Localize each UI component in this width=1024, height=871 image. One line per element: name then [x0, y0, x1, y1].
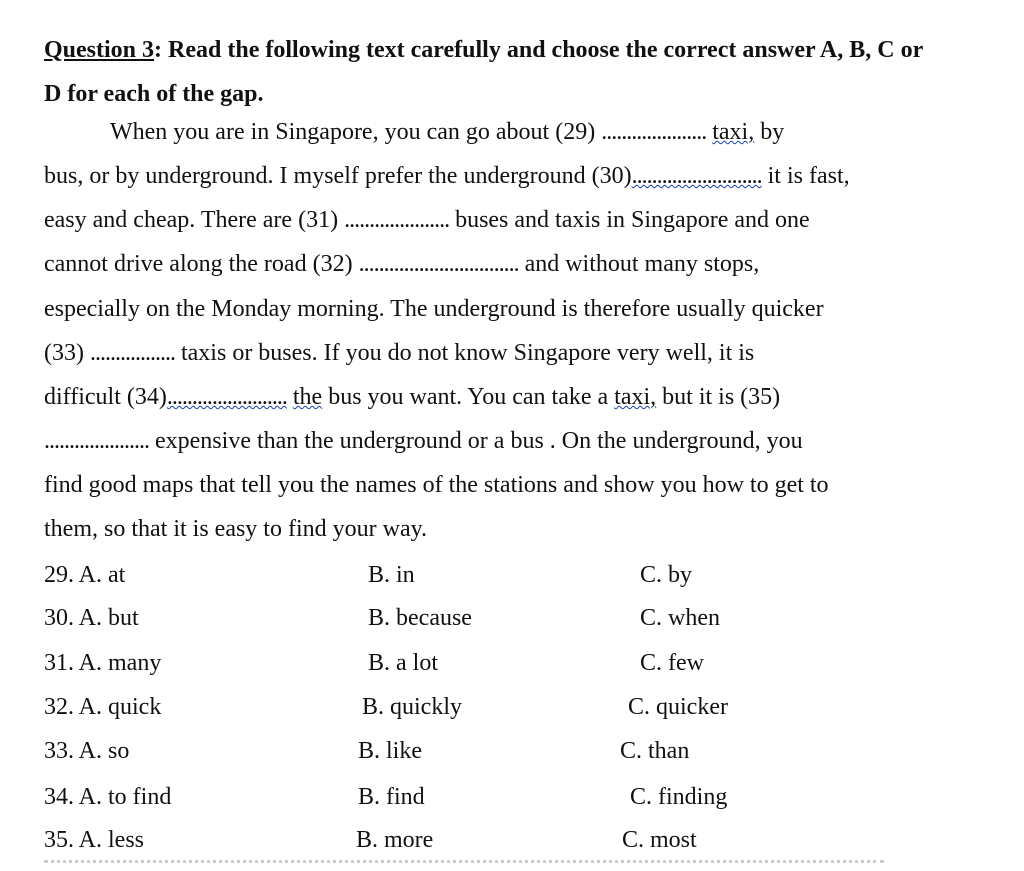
gap-31: .....................: [344, 207, 450, 233]
passage-line-10: [44, 513, 427, 545]
gap-32: ................................: [358, 251, 519, 277]
passage-line-3: [44, 204, 810, 236]
option-32-a: 32. A. quick: [44, 694, 162, 720]
spellcheck-word: taxi,: [712, 119, 755, 145]
passage-text: buses and taxis in Singapore and one: [449, 207, 810, 233]
gap-35: .....................: [44, 428, 149, 454]
passage-text: taxis or buses. If you do not know Singapore very well, it is: [174, 340, 755, 366]
passage-text: it is fast,: [761, 163, 850, 189]
passage-line-8: [44, 425, 803, 457]
option-33-c: C. than: [620, 738, 690, 764]
passage-text: but it is (35): [656, 384, 781, 410]
passage-text: find good maps that tell you the names of the stations and show you how to get to: [44, 472, 829, 498]
option-31-c: C. few: [640, 650, 704, 676]
passage-text: them, so that it is easy to find your way.: [44, 516, 428, 542]
option-35-c: C. most: [622, 827, 697, 853]
passage-line-4: [44, 248, 759, 280]
passage-text: expensive than the underground or a bus . On the underground, you: [149, 428, 803, 454]
question-instructions: Read the following text carefully and choose the correct answer A, B, C or D for each of the gap.: [44, 37, 923, 107]
passage-text: bus you want. You can take a: [322, 384, 615, 410]
cut-off-line: [44, 860, 884, 871]
option-29-a: 29. A. at: [44, 562, 126, 588]
passage-line-2: [44, 160, 850, 192]
option-31-b: B. a lot: [368, 650, 438, 676]
option-32-b: B. quickly: [362, 694, 462, 720]
passage-text: by: [754, 119, 785, 145]
passage-line-1: [110, 116, 784, 148]
heading-colon: :: [154, 37, 163, 63]
option-33-a: 33. A. so: [44, 738, 130, 764]
gap-29: .....................: [601, 119, 707, 145]
option-35-a: 35. A. less: [44, 827, 145, 853]
spellcheck-word: the: [292, 384, 323, 410]
passage-text: When you are in Singapore, you can go about (29): [110, 119, 602, 145]
option-30-c: C. when: [640, 605, 720, 631]
option-29-c: C. by: [640, 562, 693, 588]
passage-text: (33): [44, 340, 90, 366]
option-35-b: B. more: [356, 827, 434, 853]
option-30-a: 30. A. but: [44, 605, 139, 631]
option-34-b: B. find: [358, 784, 425, 810]
option-34-a: 34. A. to find: [44, 784, 172, 810]
passage-line-9: [44, 469, 829, 501]
spellcheck-word: taxi,: [614, 384, 657, 410]
passage-line-5: [44, 293, 824, 325]
gap-33: .................: [89, 340, 175, 366]
option-34-c: C. finding: [630, 784, 728, 810]
question-heading: [44, 28, 944, 116]
option-33-b: B. like: [358, 738, 422, 764]
passage-text: easy and cheap. There are (31): [44, 207, 345, 233]
passage-text: difficult (34): [44, 384, 167, 410]
gap-30: ..........................: [631, 163, 762, 189]
passage-line-6: [44, 337, 754, 369]
option-29-b: B. in: [368, 562, 415, 588]
gap-34: ........................: [166, 384, 287, 410]
question-number: Question 3: [44, 37, 155, 63]
option-31-a: 31. A. many: [44, 650, 162, 676]
passage-text: bus, or by underground. I myself prefer the underground (30): [44, 163, 632, 189]
passage-line-7: [44, 381, 780, 413]
option-30-b: B. because: [368, 605, 472, 631]
passage-text: especially on the Monday morning. The underground is therefore usually quicker: [44, 296, 824, 322]
passage-text: and without many stops,: [518, 251, 760, 277]
option-32-c: C. quicker: [628, 694, 728, 720]
passage-text: cannot drive along the road (32): [44, 251, 359, 277]
